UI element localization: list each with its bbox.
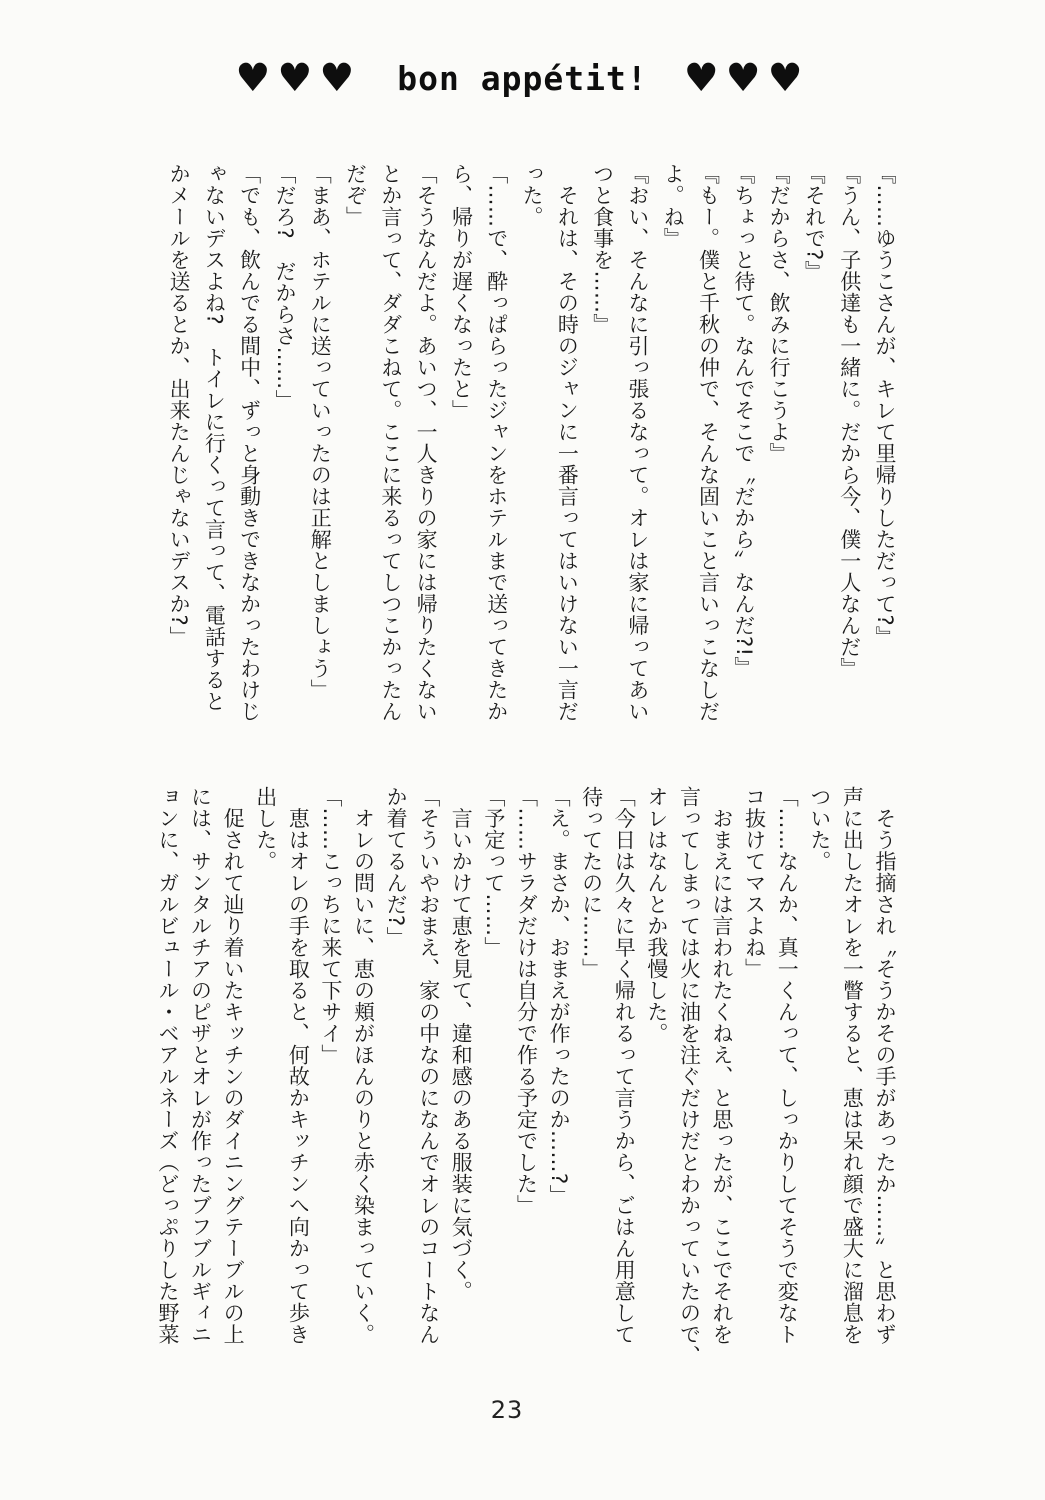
text-column: 「今日は久々に早く帰れるって言うから、ごはん用意して: [612, 786, 637, 1345]
text-column: 「そうなんだよ。あいつ、一人きりの家には帰りたくない: [414, 163, 439, 722]
page-number: 23: [490, 1396, 524, 1424]
text-column: か着てるんだ?」: [384, 786, 409, 949]
hearts-left-icon: ♥♥♥: [235, 55, 362, 101]
text-column: 『それで?』: [802, 163, 827, 283]
text-column: かメールを送るとか、出来たんじゃないデスか?」: [167, 163, 192, 648]
text-column: それは、その時のジャンに一番言ってはいけない一言だ: [555, 163, 580, 722]
text-block-bottom: [151, 786, 901, 1402]
text-column: 「……こっちに来て下サイ」: [318, 786, 343, 1066]
text-column: 『だからさ、飲みに行こうよ』: [767, 163, 792, 464]
text-column: そう指摘され〝そうかその手があったか……〟と思わず: [873, 786, 897, 1345]
text-column: オレはなんとか我慢した。: [644, 786, 669, 1044]
text-column: だぞ」: [343, 163, 368, 228]
text-column: 「まあ、ホテルに送っていったのは正解としましょう」: [308, 163, 333, 701]
text-column: 『もー。僕と千秋の仲で、そんな固いこと言いっこなしだ: [696, 163, 721, 722]
text-column: には、サンタルチアのピザとオレが作ったブフブルギィニ: [188, 786, 213, 1345]
text-column: 言いかけて恵を見て、違和感のある服装に気づく。: [449, 786, 474, 1302]
text-column: 出した。: [253, 786, 278, 872]
text-column: 『ちょっと待て。なんでそこで〝だから〟なんだ?!』: [731, 163, 756, 679]
text-column: ら、帰りが遅くなったと」: [449, 163, 474, 421]
text-column: 促されて辿り着いたキッチンのダイニングテーブルの上: [221, 786, 246, 1345]
text-column: 「え。まさか、おまえが作ったのか……?」: [547, 786, 572, 1207]
text-block-top: [160, 163, 902, 767]
text-column: 「予定って……」: [481, 786, 506, 958]
text-column: 待ってたのに……」: [579, 786, 604, 980]
text-column: 声に出したオレを一瞥すると、恵は呆れ顔で盛大に溜息を: [840, 786, 865, 1345]
text-column: 言ってしまっては火に油を注ぐだけだとわかっていたので、: [677, 786, 702, 1367]
text-column: 『うん、子供達も一緒に。だから今、僕一人なんだ』: [837, 163, 862, 679]
text-column: 「でも、飲んでる間中、ずっと身動きできなかったわけじ: [237, 163, 262, 722]
text-column: 「そういやおまえ、家の中なのになんでオレのコートなん: [416, 786, 441, 1345]
text-column: 『おい、そんなに引っ張るなって。オレは家に帰ってあい: [625, 163, 650, 722]
text-column: つと食事を……』: [590, 163, 615, 335]
text-column: よ。ね』: [661, 163, 686, 249]
hearts-right-icon: ♥♥♥: [683, 55, 810, 101]
text-column: 『……ゆうこさんが、キレて里帰りしただって?』: [873, 163, 897, 648]
page-title: bon appétit!: [397, 58, 648, 98]
text-column: 「……なんか、真一くんって、しっかりしてそうで変なト: [775, 786, 800, 1345]
page-header: [0, 48, 1045, 108]
text-column: オレの問いに、恵の頬がほんのりと赤く染まっていく。: [351, 786, 376, 1345]
text-column: コ抜けてマスよね」: [742, 786, 767, 980]
text-column: おまえには言われたくねえ、と思ったが、ここでそれを: [710, 786, 735, 1345]
text-column: 恵はオレの手を取ると、何故かキッチンへ向かって歩き: [286, 786, 311, 1345]
text-column: った。: [520, 163, 545, 228]
text-column: ゃないデスよね? トイレに行くって言って、電話すると: [202, 163, 227, 713]
text-column: 「だろ? だからさ……」: [272, 163, 297, 412]
text-column: ついた。: [807, 786, 832, 872]
text-column: ョンに、ガルビュール・ベアルネーズ（どっぷりした野菜: [155, 786, 180, 1345]
text-column: とか言って、ダダこねて。ここに来るってしつこかったん: [378, 163, 403, 722]
text-column: 「……で、酔っぱらったジャンをホテルまで送ってきたか: [484, 163, 509, 722]
text-column: 「……サラダだけは自分で作る予定でした」: [514, 786, 539, 1216]
